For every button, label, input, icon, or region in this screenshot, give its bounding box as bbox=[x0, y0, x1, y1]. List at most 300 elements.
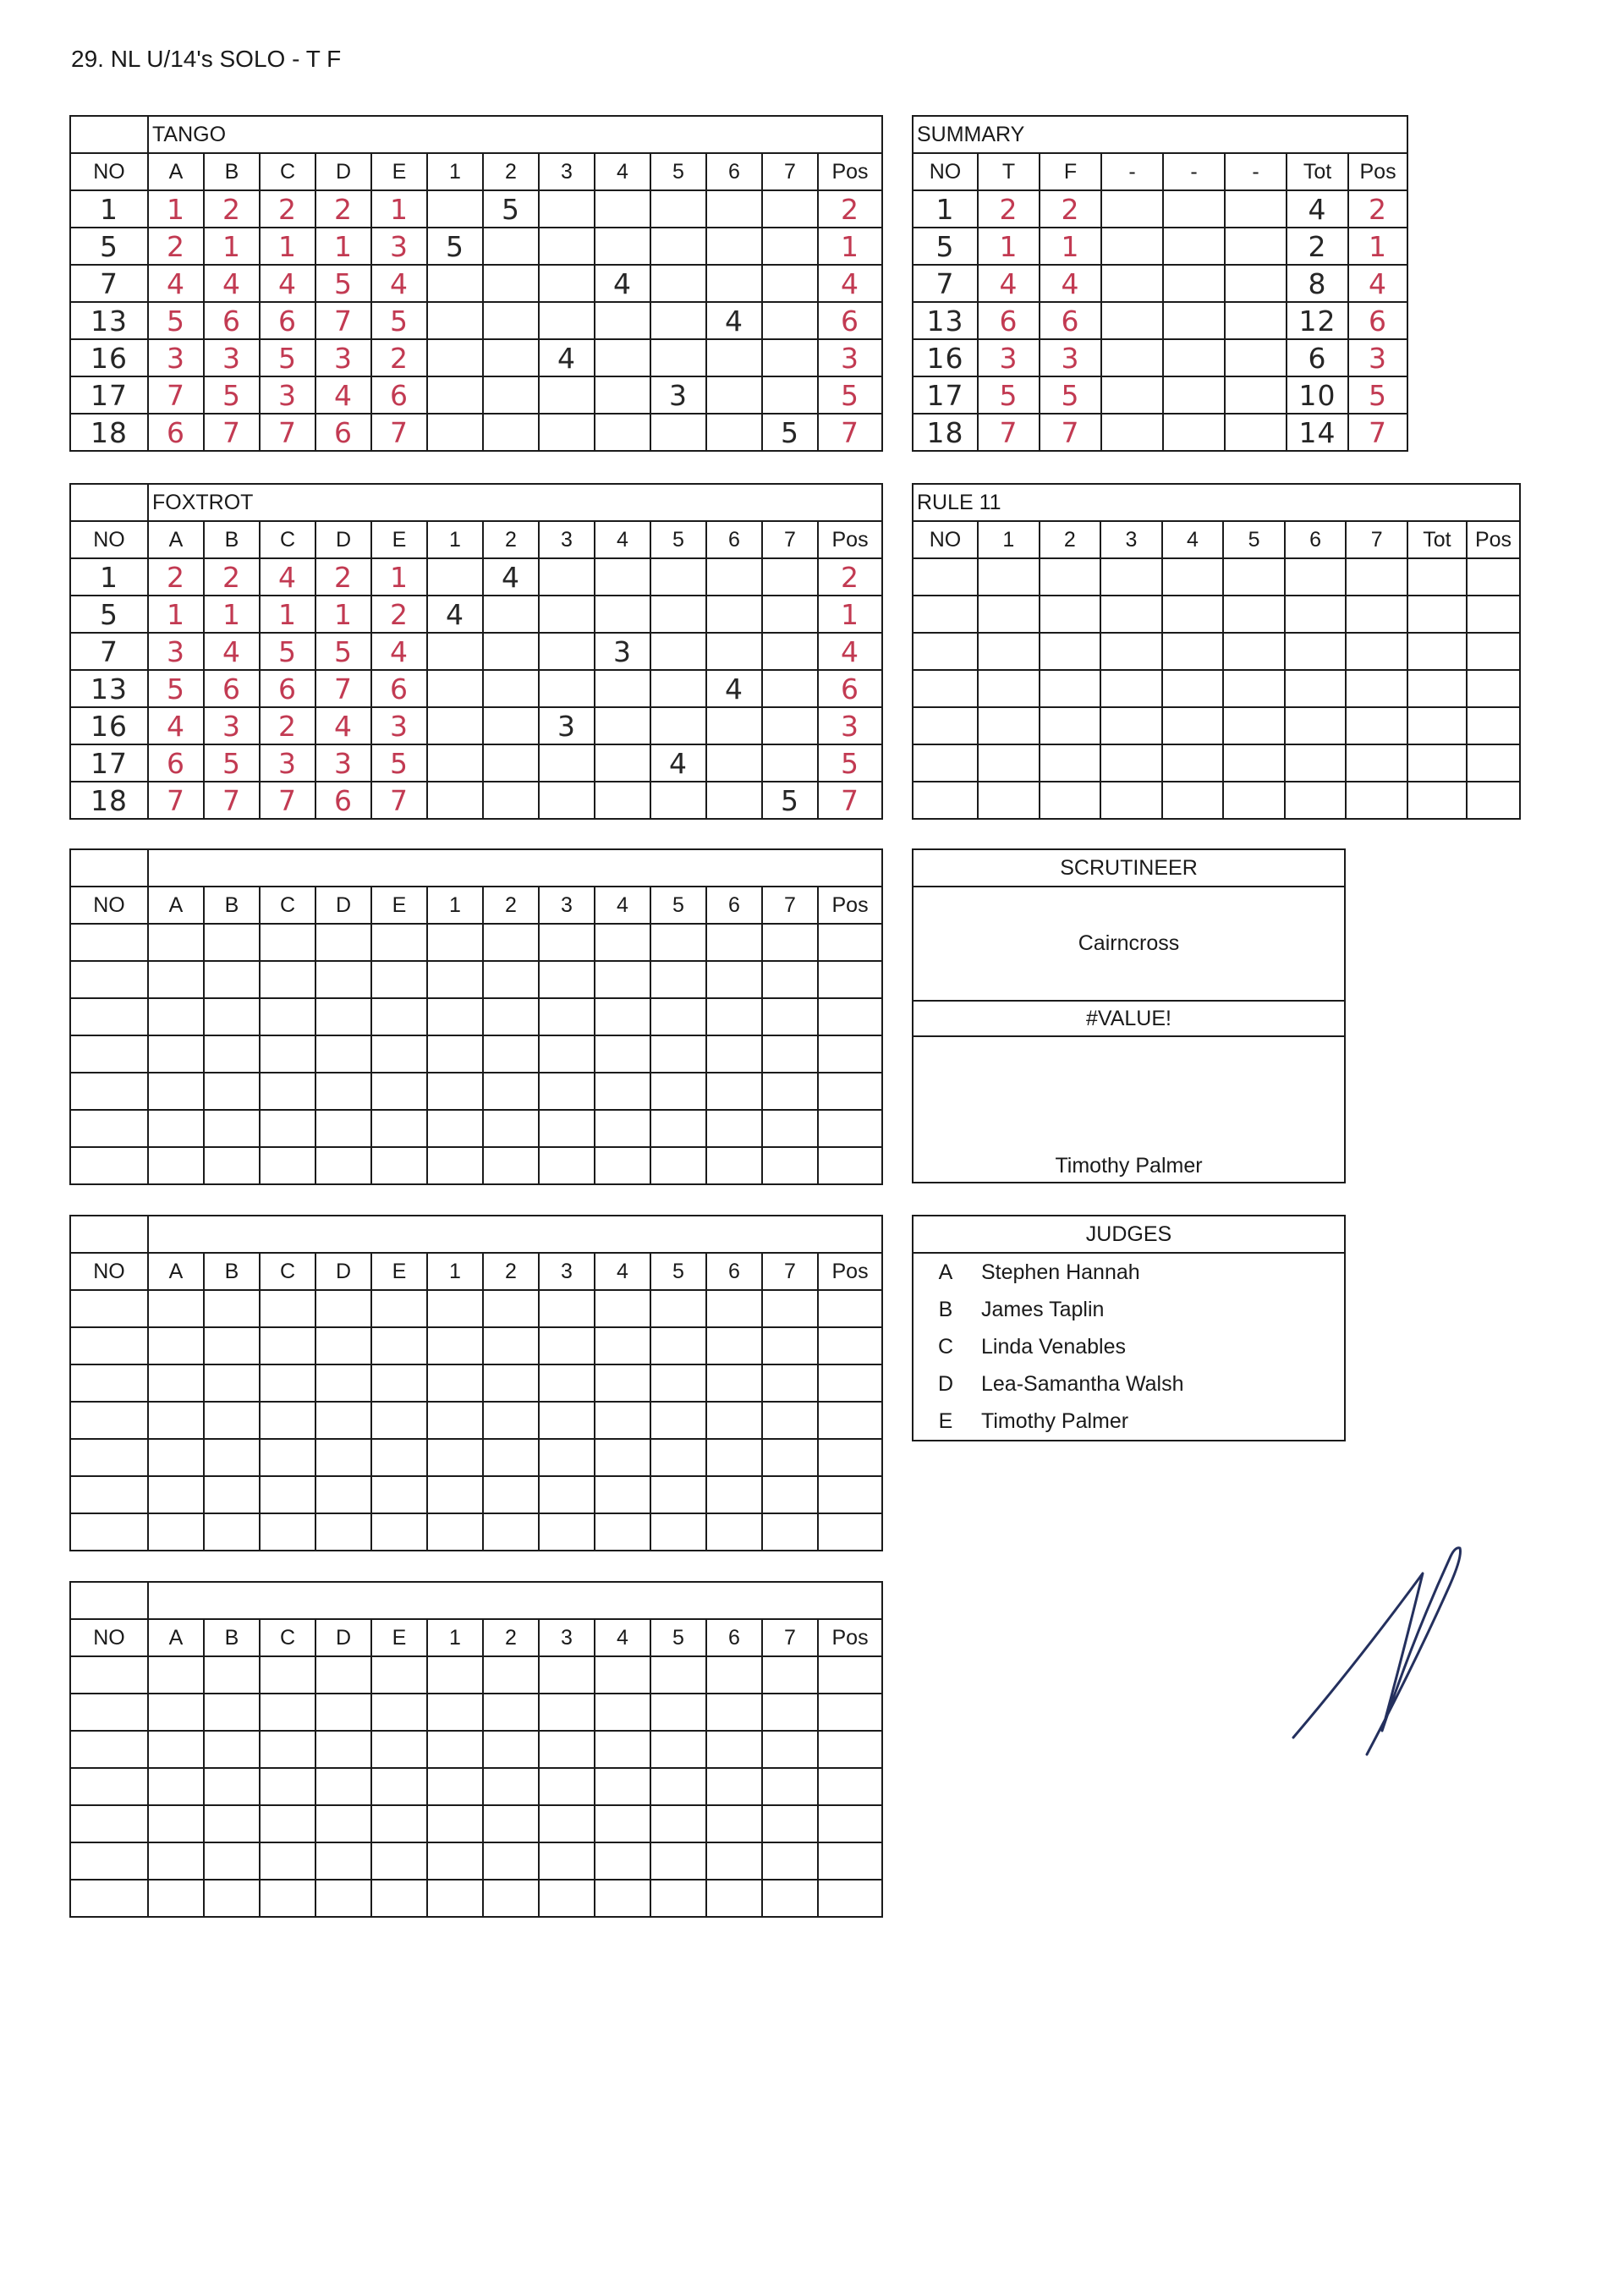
judge-mark-cell bbox=[315, 1327, 371, 1364]
placing-tally-cell bbox=[650, 1842, 706, 1880]
header-cell: D bbox=[315, 1253, 371, 1290]
title-spacer-cell bbox=[70, 1216, 148, 1253]
judge-mark-cell bbox=[371, 1805, 427, 1842]
judge-mark-cell: 7 bbox=[371, 414, 427, 451]
judge-mark-cell bbox=[148, 1147, 204, 1184]
title-row bbox=[70, 116, 882, 153]
placing-tally-cell bbox=[1162, 596, 1224, 633]
scrutineer-status: #VALUE! bbox=[914, 1000, 1344, 1037]
placing-tally-cell bbox=[595, 1805, 650, 1842]
judge-mark-cell bbox=[371, 1731, 427, 1768]
judge-mark-cell bbox=[371, 1073, 427, 1110]
judge-mark-cell: 4 bbox=[148, 707, 204, 744]
competitor-number-cell bbox=[70, 1402, 148, 1439]
blank-row bbox=[70, 924, 882, 961]
placing-tally-cell bbox=[427, 1147, 483, 1184]
position-cell bbox=[1467, 670, 1520, 707]
scrutineer-heading: SCRUTINEER bbox=[914, 850, 1344, 887]
placing-tally-cell bbox=[595, 414, 650, 451]
placing-tally-cell bbox=[427, 961, 483, 998]
placing-tally-cell bbox=[483, 1364, 539, 1402]
header-row bbox=[70, 887, 882, 924]
judge-mark-cell: 4 bbox=[204, 265, 260, 302]
placing-tally-cell bbox=[706, 1035, 762, 1073]
placing-tally-cell bbox=[1223, 633, 1285, 670]
header-cell: 5 bbox=[650, 1253, 706, 1290]
judge-mark-cell: 4 bbox=[371, 633, 427, 670]
judge-mark-cell bbox=[315, 1439, 371, 1476]
judge-mark-cell bbox=[371, 1656, 427, 1694]
placing-tally-cell bbox=[483, 596, 539, 633]
placing-tally-cell bbox=[595, 1290, 650, 1327]
competitor-number-cell: 17 bbox=[913, 376, 978, 414]
judge-mark-cell bbox=[148, 1327, 204, 1364]
judge-mark-cell bbox=[371, 1110, 427, 1147]
judge-mark-cell bbox=[148, 961, 204, 998]
entry-row bbox=[913, 339, 1407, 376]
judge-mark-cell bbox=[260, 1476, 315, 1513]
placing-tally-cell bbox=[706, 1656, 762, 1694]
placing-tally-cell bbox=[1100, 782, 1162, 819]
placing-tally-cell bbox=[483, 265, 539, 302]
judge-mark-cell bbox=[371, 1290, 427, 1327]
judge-mark-cell bbox=[315, 1513, 371, 1551]
placing-tally-cell bbox=[762, 998, 818, 1035]
placing-tally-cell bbox=[650, 1402, 706, 1439]
judge-mark-cell bbox=[371, 1402, 427, 1439]
title-row bbox=[70, 849, 882, 887]
judge-mark-cell bbox=[260, 1768, 315, 1805]
header-cell: T bbox=[978, 153, 1040, 190]
placing-tally-cell bbox=[427, 1694, 483, 1731]
placing-tally-cell bbox=[762, 596, 818, 633]
spare-cell bbox=[1101, 339, 1163, 376]
judge-mark-cell bbox=[204, 998, 260, 1035]
header-row bbox=[70, 521, 882, 558]
placing-tally-cell bbox=[1223, 707, 1285, 744]
spare-cell bbox=[1163, 302, 1225, 339]
header-cell: 1 bbox=[427, 521, 483, 558]
placing-tally-cell bbox=[595, 1035, 650, 1073]
header-cell: 2 bbox=[483, 153, 539, 190]
header-cell: C bbox=[260, 887, 315, 924]
placing-tally-cell bbox=[650, 707, 706, 744]
judge-mark-cell: 5 bbox=[148, 670, 204, 707]
entry-row bbox=[70, 190, 882, 228]
entry-row bbox=[70, 339, 882, 376]
judge-letter: A bbox=[938, 1260, 953, 1284]
position-cell bbox=[818, 924, 882, 961]
placing-tally-cell bbox=[539, 1073, 595, 1110]
title-row bbox=[70, 1216, 882, 1253]
placing-tally-cell bbox=[650, 228, 706, 265]
placing-tally-cell bbox=[762, 924, 818, 961]
blank-dance-section bbox=[69, 848, 883, 1185]
spare-cell bbox=[1163, 376, 1225, 414]
scrutineer-signoff-area bbox=[914, 1037, 1344, 1182]
header-cell: 5 bbox=[650, 153, 706, 190]
spare-cell bbox=[1225, 228, 1287, 265]
placing-tally-cell bbox=[539, 1805, 595, 1842]
placing-tally-cell bbox=[539, 1656, 595, 1694]
header-cell: 5 bbox=[650, 887, 706, 924]
judge-mark-cell: 1 bbox=[204, 596, 260, 633]
judge-mark-cell: 6 bbox=[315, 782, 371, 819]
judge-mark-cell: 2 bbox=[371, 339, 427, 376]
placing-tally-cell bbox=[706, 1476, 762, 1513]
rule11-section bbox=[912, 483, 1521, 820]
placing-tally-cell bbox=[483, 1656, 539, 1694]
foxtrot-result-cell: 3 bbox=[1040, 339, 1101, 376]
signature-stroke bbox=[1293, 1548, 1461, 1754]
placing-tally-cell bbox=[706, 414, 762, 451]
placing-tally-cell bbox=[539, 670, 595, 707]
blank-row bbox=[913, 558, 1520, 596]
placing-tally-cell bbox=[595, 961, 650, 998]
placing-tally-cell bbox=[1346, 707, 1407, 744]
blank-row bbox=[70, 1147, 882, 1184]
table-title: SUMMARY bbox=[913, 116, 1407, 153]
header-cell: 5 bbox=[650, 521, 706, 558]
entry-row bbox=[913, 376, 1407, 414]
placing-tally-cell bbox=[650, 190, 706, 228]
judge-mark-cell: 7 bbox=[148, 782, 204, 819]
placing-tally-cell bbox=[1100, 558, 1162, 596]
judge-mark-cell bbox=[371, 1439, 427, 1476]
competitor-number-cell: 13 bbox=[913, 302, 978, 339]
header-cell: Pos bbox=[818, 887, 882, 924]
position-cell bbox=[818, 1513, 882, 1551]
placing-tally-cell bbox=[1285, 596, 1347, 633]
placing-tally-cell bbox=[483, 707, 539, 744]
header-cell: Tot bbox=[1287, 153, 1348, 190]
entry-row bbox=[70, 670, 882, 707]
placing-tally-cell bbox=[706, 782, 762, 819]
judge-mark-cell: 4 bbox=[260, 558, 315, 596]
judge-mark-cell: 1 bbox=[315, 228, 371, 265]
competitor-number-cell: 1 bbox=[70, 558, 148, 596]
placing-tally-cell bbox=[762, 1147, 818, 1184]
placing-tally-cell: 5 bbox=[762, 414, 818, 451]
placing-tally-cell bbox=[978, 633, 1040, 670]
position-cell bbox=[818, 1476, 882, 1513]
total-cell: 8 bbox=[1287, 265, 1348, 302]
placing-tally-cell bbox=[1040, 744, 1101, 782]
placing-tally-cell bbox=[706, 1439, 762, 1476]
position-cell: 1 bbox=[818, 596, 882, 633]
tango-result-cell: 3 bbox=[978, 339, 1040, 376]
competitor-number-cell: 7 bbox=[70, 265, 148, 302]
title-row bbox=[70, 484, 882, 521]
judge-mark-cell bbox=[148, 1731, 204, 1768]
placing-tally-cell bbox=[595, 924, 650, 961]
placing-tally-cell bbox=[762, 190, 818, 228]
header-cell: A bbox=[148, 521, 204, 558]
header-cell: C bbox=[260, 153, 315, 190]
position-cell bbox=[1467, 707, 1520, 744]
foxtrot-result-cell: 7 bbox=[1040, 414, 1101, 451]
placing-tally-cell bbox=[539, 228, 595, 265]
placing-tally-cell bbox=[595, 1402, 650, 1439]
placing-tally-cell bbox=[539, 376, 595, 414]
judge-name: Lea-Samantha Walsh bbox=[981, 1371, 1184, 1396]
entry-row bbox=[913, 190, 1407, 228]
competitor-number-cell bbox=[70, 1364, 148, 1402]
header-cell: 2 bbox=[483, 887, 539, 924]
placing-tally-cell: 4 bbox=[483, 558, 539, 596]
header-cell: Pos bbox=[818, 521, 882, 558]
blank-row bbox=[70, 1110, 882, 1147]
judge-mark-cell bbox=[315, 1147, 371, 1184]
entry-row bbox=[70, 633, 882, 670]
spare-cell bbox=[1101, 190, 1163, 228]
placing-tally-cell bbox=[539, 1731, 595, 1768]
placing-tally-cell bbox=[1346, 670, 1407, 707]
judge-mark-cell: 6 bbox=[148, 744, 204, 782]
judge-mark-cell: 7 bbox=[260, 782, 315, 819]
placing-tally-cell bbox=[539, 265, 595, 302]
placing-tally-cell bbox=[1346, 558, 1407, 596]
spare-cell bbox=[1101, 265, 1163, 302]
placing-tally-cell bbox=[595, 782, 650, 819]
placing-tally-cell bbox=[762, 707, 818, 744]
judge-mark-cell bbox=[371, 1768, 427, 1805]
judge-mark-cell: 3 bbox=[315, 339, 371, 376]
placing-tally-cell bbox=[427, 670, 483, 707]
placing-tally-cell bbox=[762, 670, 818, 707]
placing-tally-cell bbox=[1346, 633, 1407, 670]
competitor-number-cell bbox=[70, 1768, 148, 1805]
competitor-number-cell: 18 bbox=[913, 414, 978, 451]
placing-tally-cell bbox=[595, 1656, 650, 1694]
judge-mark-cell: 3 bbox=[371, 228, 427, 265]
placing-tally-cell bbox=[650, 782, 706, 819]
judge-mark-cell: 6 bbox=[148, 414, 204, 451]
placing-tally-cell bbox=[1223, 670, 1285, 707]
competitor-number-cell bbox=[70, 961, 148, 998]
judge-mark-cell bbox=[148, 1073, 204, 1110]
placing-tally-cell: 5 bbox=[762, 782, 818, 819]
position-cell bbox=[818, 1110, 882, 1147]
header-cell: NO bbox=[913, 521, 978, 558]
judge-row bbox=[914, 1365, 1344, 1403]
placing-tally-cell bbox=[595, 1842, 650, 1880]
placing-tally-cell bbox=[706, 1073, 762, 1110]
spare-cell bbox=[1101, 302, 1163, 339]
position-cell bbox=[818, 1073, 882, 1110]
blank-dance-section bbox=[69, 1215, 883, 1551]
header-cell: 3 bbox=[539, 1619, 595, 1656]
placing-tally-cell bbox=[595, 339, 650, 376]
final-position-cell: 7 bbox=[1348, 414, 1407, 451]
table-title: TANGO bbox=[148, 116, 882, 153]
placing-tally-cell bbox=[1223, 782, 1285, 819]
total-cell bbox=[1407, 744, 1467, 782]
judge-mark-cell bbox=[148, 1694, 204, 1731]
blank-row bbox=[70, 1880, 882, 1917]
spare-cell bbox=[1163, 265, 1225, 302]
placing-tally-cell bbox=[1223, 744, 1285, 782]
header-cell: 7 bbox=[762, 1253, 818, 1290]
position-cell: 7 bbox=[818, 414, 882, 451]
judge-mark-cell bbox=[371, 1476, 427, 1513]
position-cell bbox=[818, 1364, 882, 1402]
header-cell: C bbox=[260, 1619, 315, 1656]
judge-mark-cell bbox=[315, 1073, 371, 1110]
judge-mark-cell: 3 bbox=[204, 339, 260, 376]
total-cell bbox=[1407, 707, 1467, 744]
competitor-number-cell: 16 bbox=[70, 707, 148, 744]
position-cell bbox=[818, 1694, 882, 1731]
judge-mark-cell bbox=[148, 1035, 204, 1073]
header-cell: Pos bbox=[818, 153, 882, 190]
placing-tally-cell bbox=[483, 1513, 539, 1551]
spare-cell bbox=[1163, 190, 1225, 228]
placing-tally-cell bbox=[762, 376, 818, 414]
placing-tally-cell bbox=[427, 744, 483, 782]
judge-mark-cell: 2 bbox=[315, 558, 371, 596]
judge-mark-cell bbox=[315, 961, 371, 998]
placing-tally-cell bbox=[595, 376, 650, 414]
placing-tally-cell bbox=[539, 744, 595, 782]
placing-tally-cell bbox=[650, 924, 706, 961]
title-spacer-cell bbox=[70, 849, 148, 887]
blank-row bbox=[70, 961, 882, 998]
placing-tally-cell bbox=[706, 1768, 762, 1805]
header-cell: - bbox=[1163, 153, 1225, 190]
placing-tally-cell bbox=[650, 1476, 706, 1513]
header-cell: A bbox=[148, 153, 204, 190]
judge-mark-cell: 4 bbox=[148, 265, 204, 302]
judge-mark-cell bbox=[371, 1842, 427, 1880]
judge-letter: C bbox=[937, 1334, 954, 1359]
competitor-number-cell: 5 bbox=[70, 596, 148, 633]
judge-mark-cell: 2 bbox=[260, 190, 315, 228]
placing-tally-cell bbox=[978, 670, 1040, 707]
tango-result-cell: 7 bbox=[978, 414, 1040, 451]
judge-row bbox=[914, 1291, 1344, 1328]
placing-tally-cell bbox=[539, 1880, 595, 1917]
spare-cell bbox=[1225, 302, 1287, 339]
title-row bbox=[70, 1582, 882, 1619]
competitor-number-cell bbox=[70, 1290, 148, 1327]
placing-tally-cell bbox=[427, 1327, 483, 1364]
placing-tally-cell bbox=[706, 1731, 762, 1768]
placing-tally-cell bbox=[650, 339, 706, 376]
placing-tally-cell bbox=[595, 707, 650, 744]
placing-tally-cell bbox=[539, 1439, 595, 1476]
header-cell: 2 bbox=[483, 1619, 539, 1656]
placing-tally-cell bbox=[483, 302, 539, 339]
judge-mark-cell bbox=[148, 1402, 204, 1439]
header-cell: 7 bbox=[762, 1619, 818, 1656]
placing-tally-cell bbox=[1162, 633, 1224, 670]
judge-mark-cell bbox=[148, 1110, 204, 1147]
judge-mark-cell: 1 bbox=[148, 596, 204, 633]
placing-tally-cell bbox=[650, 1694, 706, 1731]
placing-tally-cell bbox=[483, 1073, 539, 1110]
placing-tally-cell bbox=[706, 558, 762, 596]
placing-tally-cell bbox=[1162, 782, 1224, 819]
header-cell: 7 bbox=[762, 153, 818, 190]
rule11-table bbox=[912, 483, 1521, 820]
placing-tally-cell bbox=[1162, 707, 1224, 744]
placing-tally-cell bbox=[706, 1694, 762, 1731]
position-cell bbox=[1467, 633, 1520, 670]
placing-tally-cell bbox=[483, 782, 539, 819]
placing-tally-cell bbox=[1100, 670, 1162, 707]
placing-tally-cell bbox=[762, 961, 818, 998]
header-cell: A bbox=[148, 1619, 204, 1656]
header-cell: 1 bbox=[427, 153, 483, 190]
judge-mark-cell bbox=[371, 1513, 427, 1551]
judge-mark-cell: 6 bbox=[315, 414, 371, 451]
judge-mark-cell: 2 bbox=[204, 190, 260, 228]
competitor-number-cell bbox=[70, 1656, 148, 1694]
judge-mark-cell bbox=[148, 998, 204, 1035]
competitor-number-cell: 18 bbox=[70, 782, 148, 819]
placing-tally-cell: 5 bbox=[427, 228, 483, 265]
blank-row bbox=[913, 596, 1520, 633]
placing-tally-cell bbox=[650, 1073, 706, 1110]
placing-tally-cell bbox=[706, 228, 762, 265]
placing-tally-cell bbox=[650, 558, 706, 596]
judge-mark-cell: 4 bbox=[204, 633, 260, 670]
blank-row bbox=[70, 1290, 882, 1327]
placing-tally-cell bbox=[427, 1476, 483, 1513]
judges-heading: JUDGES bbox=[914, 1216, 1344, 1254]
placing-tally-cell bbox=[483, 1035, 539, 1073]
placing-tally-cell bbox=[595, 190, 650, 228]
header-cell: 6 bbox=[706, 1619, 762, 1656]
judge-name: James Taplin bbox=[981, 1297, 1105, 1321]
placing-tally-cell bbox=[762, 1327, 818, 1364]
judge-mark-cell bbox=[260, 1694, 315, 1731]
placing-tally-cell bbox=[539, 1513, 595, 1551]
scrutineer-name: Cairncross bbox=[1078, 931, 1180, 955]
placing-tally-cell bbox=[427, 1805, 483, 1842]
position-cell bbox=[818, 1731, 882, 1768]
header-cell: Pos bbox=[1348, 153, 1407, 190]
judge-mark-cell: 2 bbox=[148, 558, 204, 596]
tango-result-cell: 1 bbox=[978, 228, 1040, 265]
judge-mark-cell bbox=[204, 1327, 260, 1364]
scrutineer-box bbox=[912, 848, 1346, 1183]
header-cell: 1 bbox=[978, 521, 1040, 558]
placing-tally-cell bbox=[650, 1035, 706, 1073]
placing-tally-cell bbox=[1162, 744, 1224, 782]
header-cell: 4 bbox=[595, 887, 650, 924]
judge-mark-cell: 3 bbox=[371, 707, 427, 744]
spare-cell bbox=[1225, 376, 1287, 414]
placing-tally-cell bbox=[762, 302, 818, 339]
placing-tally-cell bbox=[706, 190, 762, 228]
competitor-number-cell: 16 bbox=[70, 339, 148, 376]
judge-mark-cell bbox=[204, 1694, 260, 1731]
placing-tally-cell bbox=[539, 782, 595, 819]
placing-tally-cell bbox=[595, 1327, 650, 1364]
blank-row bbox=[913, 633, 1520, 670]
judge-mark-cell bbox=[204, 1073, 260, 1110]
competitor-number-cell bbox=[70, 1880, 148, 1917]
final-position-cell: 1 bbox=[1348, 228, 1407, 265]
judge-mark-cell bbox=[315, 924, 371, 961]
judge-mark-cell: 5 bbox=[260, 633, 315, 670]
judge-mark-cell bbox=[204, 924, 260, 961]
placing-tally-cell bbox=[706, 1364, 762, 1402]
placing-tally-cell bbox=[483, 1842, 539, 1880]
header-cell: 3 bbox=[539, 1253, 595, 1290]
